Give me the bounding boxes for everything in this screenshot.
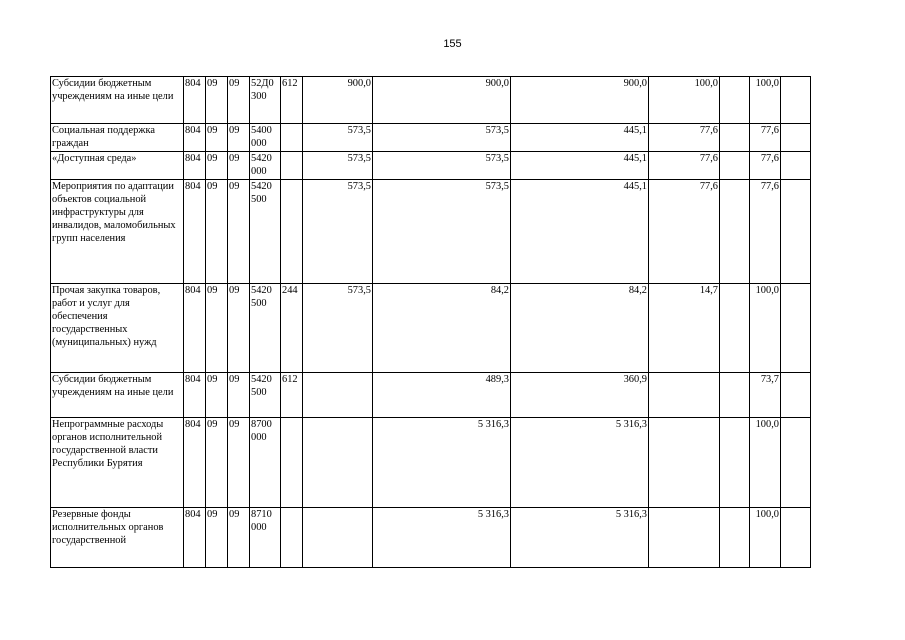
table-row [51, 152, 811, 180]
execution-percent-adjusted: 100,0 [750, 418, 781, 508]
execution-percent-adjusted: 100,0 [750, 77, 781, 124]
empty-cell [781, 152, 811, 180]
executed-amount: 900,0 [511, 77, 649, 124]
executed-amount: 84,2 [511, 284, 649, 373]
execution-percent-adjusted: 73,7 [750, 373, 781, 418]
subsection-code: 09 [228, 77, 250, 124]
section-code: 09 [206, 152, 228, 180]
execution-percent-adjusted: 77,6 [750, 124, 781, 152]
adjusted-amount: 573,5 [373, 152, 511, 180]
expense-name: Социальная поддержка граждан [51, 124, 184, 152]
planned-amount [303, 373, 373, 418]
planned-amount: 573,5 [303, 124, 373, 152]
target-article-code: 52Д0 300 [250, 77, 281, 124]
adjusted-amount: 573,5 [373, 180, 511, 284]
execution-percent-adjusted: 77,6 [750, 152, 781, 180]
dept-code: 804 [184, 180, 206, 284]
table-row [51, 284, 811, 373]
execution-percent-plan [649, 508, 720, 568]
subsection-code: 09 [228, 508, 250, 568]
execution-percent-adjusted: 100,0 [750, 508, 781, 568]
table-row [51, 373, 811, 418]
planned-amount [303, 508, 373, 568]
planned-amount: 573,5 [303, 152, 373, 180]
target-article-code: 5420 500 [250, 284, 281, 373]
expense-name: Прочая закупка товаров, работ и услуг для обеспечения государственных (муниципальных) нужд [51, 284, 184, 373]
empty-cell [781, 418, 811, 508]
subsection-code: 09 [228, 418, 250, 508]
dept-code: 804 [184, 373, 206, 418]
section-code: 09 [206, 77, 228, 124]
target-article-code: 5420 000 [250, 152, 281, 180]
target-article-code: 8700 000 [250, 418, 281, 508]
expense-type-code [281, 152, 303, 180]
section-code: 09 [206, 124, 228, 152]
executed-amount: 5 316,3 [511, 418, 649, 508]
execution-percent-plan: 77,6 [649, 152, 720, 180]
execution-percent-plan [649, 373, 720, 418]
execution-percent-plan: 100,0 [649, 77, 720, 124]
table-row [51, 418, 811, 508]
dept-code: 804 [184, 508, 206, 568]
table-row [51, 508, 811, 568]
section-code: 09 [206, 373, 228, 418]
empty-cell [720, 373, 750, 418]
empty-cell [720, 418, 750, 508]
executed-amount: 445,1 [511, 152, 649, 180]
target-article-code: 5400 000 [250, 124, 281, 152]
empty-cell [720, 180, 750, 284]
empty-cell [781, 124, 811, 152]
table-row [51, 180, 811, 284]
empty-cell [781, 508, 811, 568]
table-row [51, 77, 811, 124]
expense-name: Резервные фонды исполнительных органов государственной [51, 508, 184, 568]
expense-name: Субсидии бюджетным учреждениям на иные цели [51, 77, 184, 124]
expense-name: Мероприятия по адаптации объектов социальной инфраструктуры для инвалидов, маломобильных групп населения [51, 180, 184, 284]
section-code: 09 [206, 418, 228, 508]
executed-amount: 360,9 [511, 373, 649, 418]
execution-percent-adjusted: 100,0 [750, 284, 781, 373]
expense-type-code [281, 508, 303, 568]
expense-name: Непрограммные расходы органов исполнительной государственной власти Республики Бурятия [51, 418, 184, 508]
budget-table [50, 76, 811, 568]
adjusted-amount: 489,3 [373, 373, 511, 418]
expense-type-code: 612 [281, 373, 303, 418]
dept-code: 804 [184, 418, 206, 508]
empty-cell [720, 77, 750, 124]
adjusted-amount: 900,0 [373, 77, 511, 124]
subsection-code: 09 [228, 124, 250, 152]
empty-cell [720, 284, 750, 373]
planned-amount: 573,5 [303, 284, 373, 373]
execution-percent-plan: 77,6 [649, 124, 720, 152]
executed-amount: 445,1 [511, 180, 649, 284]
execution-percent-plan [649, 418, 720, 508]
execution-percent-plan: 77,6 [649, 180, 720, 284]
adjusted-amount: 84,2 [373, 284, 511, 373]
subsection-code: 09 [228, 152, 250, 180]
expense-type-code [281, 180, 303, 284]
executed-amount: 5 316,3 [511, 508, 649, 568]
section-code: 09 [206, 284, 228, 373]
empty-cell [720, 508, 750, 568]
execution-percent-adjusted: 77,6 [750, 180, 781, 284]
target-article-code: 5420 500 [250, 180, 281, 284]
expense-name: Субсидии бюджетным учреждениям на иные цели [51, 373, 184, 418]
target-article-code: 5420 500 [250, 373, 281, 418]
adjusted-amount: 573,5 [373, 124, 511, 152]
subsection-code: 09 [228, 180, 250, 284]
executed-amount: 445,1 [511, 124, 649, 152]
section-code: 09 [206, 180, 228, 284]
subsection-code: 09 [228, 373, 250, 418]
planned-amount: 900,0 [303, 77, 373, 124]
empty-cell [781, 373, 811, 418]
dept-code: 804 [184, 77, 206, 124]
empty-cell [781, 180, 811, 284]
planned-amount: 573,5 [303, 180, 373, 284]
page-number: 155 [443, 38, 462, 50]
expense-type-code: 244 [281, 284, 303, 373]
adjusted-amount: 5 316,3 [373, 418, 511, 508]
expense-type-code [281, 418, 303, 508]
expense-type-code: 612 [281, 77, 303, 124]
dept-code: 804 [184, 124, 206, 152]
planned-amount [303, 418, 373, 508]
target-article-code: 8710 000 [250, 508, 281, 568]
table-row [51, 124, 811, 152]
empty-cell [720, 152, 750, 180]
adjusted-amount: 5 316,3 [373, 508, 511, 568]
execution-percent-plan: 14,7 [649, 284, 720, 373]
expense-type-code [281, 124, 303, 152]
dept-code: 804 [184, 284, 206, 373]
section-code: 09 [206, 508, 228, 568]
empty-cell [720, 124, 750, 152]
empty-cell [781, 77, 811, 124]
expense-name: «Доступная среда» [51, 152, 184, 180]
dept-code: 804 [184, 152, 206, 180]
empty-cell [781, 284, 811, 373]
subsection-code: 09 [228, 284, 250, 373]
